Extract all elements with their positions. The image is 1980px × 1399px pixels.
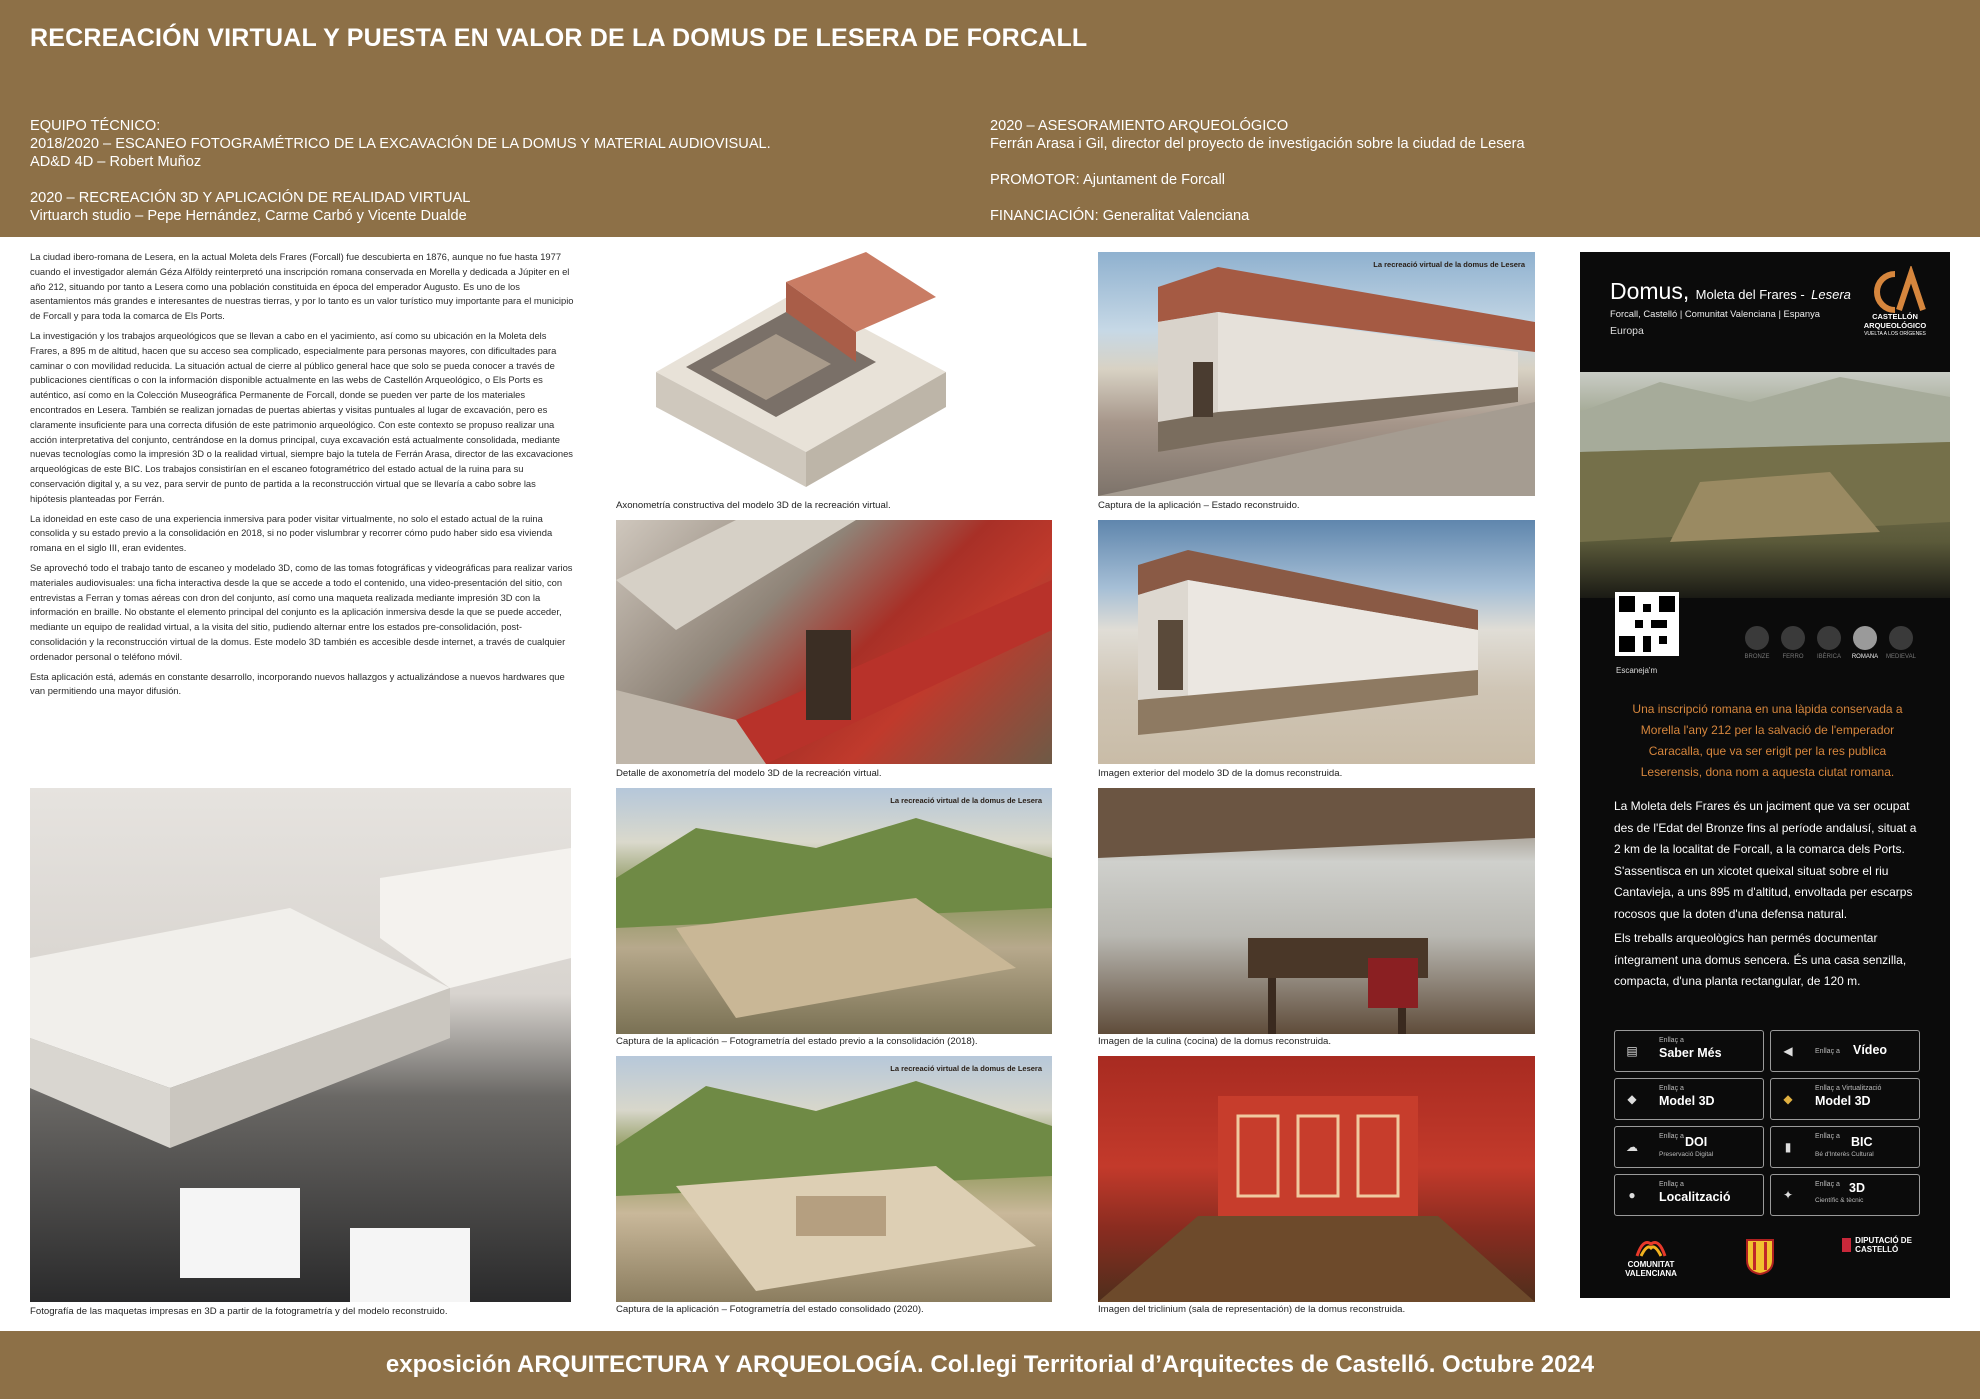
link-subtitle: Bé d'Interès Cultural [1815, 1151, 1874, 1158]
credits-promoter: PROMOTOR: Ajuntament de Forcall [990, 172, 1225, 188]
printed-model-photo [30, 788, 571, 1302]
castle-icon [1889, 626, 1913, 650]
cube-icon: ◆ [1783, 1092, 1793, 1106]
helmet-icon [1781, 626, 1805, 650]
book-icon: ▤ [1626, 1044, 1638, 1058]
logo-cv-text: COMUNITAT VALENCIANA [1625, 1260, 1677, 1278]
printed-model-caption: Fotografía de las maquetas impresas en 3D a partir de la fotogrametría y del modelo reconstruido. [30, 1306, 448, 1317]
axonometry-image [616, 252, 1052, 496]
link-title: DOI [1685, 1135, 1708, 1149]
card-title-main: Domus, [1610, 278, 1690, 304]
exterior-caption: Imagen exterior del modelo 3D de la domus reconstruida. [1098, 768, 1343, 779]
axonometry-caption: Axonometría constructiva del modelo 3D de la recreación virtual. [616, 500, 891, 511]
qr-code[interactable] [1615, 592, 1679, 656]
card-title-city: Lesera [1811, 287, 1851, 302]
aerial-photo [1580, 372, 1950, 598]
paragraph: Se aprovechó todo el trabajo tanto de escaneo y modelado 3D, como de las tomas fotográficas y videográficas para realizar varios materiales audiovisuales: una ficha interactiva desde la que se accede a todo el contenido, una video-presentación del sitio, con entrevistas a Ferran y tomas aéreas con dron del conjunto, así como una maqueta realizada mediante impresión 3D con la información en braille. No obstante el elemento principal del conjunto es la aplicación inmersiva desde la que se puede acceder, mediante un equipo de realidad virtual, a la visita del sitio, pudiendo alternar entre los estados pre-consolidación, post-consolidación y la reconstrucción virtual de la domus. Este modelo 3D también es accesible desde internet, a través de cualquier ordenador personal o teléfono móvil. [30, 561, 573, 662]
link-title: Localització [1659, 1190, 1731, 1204]
link-title: BIC [1851, 1135, 1873, 1149]
app-overlay-label: La recreació virtual de la domus de Lesera [1373, 260, 1525, 269]
card-title [1610, 278, 1851, 305]
link-prefix: Enllaç a [1815, 1048, 1840, 1055]
coin-icon [1817, 626, 1841, 650]
cloud-icon: ☁ [1626, 1140, 1638, 1154]
link-prefix: Enllaç a [1659, 1085, 1684, 1092]
bic-link[interactable] [1770, 1126, 1920, 1168]
credits-advice: 2020 – ASESORAMIENTO ARQUEOLÓGICO Ferrán Arasa i Gil, director del proyecto de investigación sobre la ciudad de Lesera [990, 118, 1525, 152]
header-banner [0, 0, 1980, 237]
period-label: BRONZE [1744, 654, 1770, 660]
inscription-quote: Una inscripció romana en una làpida conservada a Morella l'any 212 per la salvació de l'emperador Caracalla, que va ser erigit per la res publica Leserensis, dona nom a aquesta ciutat romana. [1632, 702, 1903, 779]
link-prefix: Enllaç a [1659, 1181, 1684, 1188]
location-link[interactable] [1614, 1174, 1764, 1216]
triclinium-caption: Imagen del triclinium (sala de representación) de la domus reconstruida. [1098, 1304, 1406, 1315]
period-romana [1848, 626, 1882, 660]
link-title: Vídeo [1853, 1043, 1888, 1057]
period-iberica [1812, 626, 1846, 660]
period-ferro [1776, 626, 1810, 660]
period-label: MEDIEVAL [1886, 654, 1916, 660]
link-prefix: Enllaç a Virtualització [1815, 1085, 1882, 1092]
description-paragraph: Els treballs arqueològics han permés documentar íntegrament una domus sencera. És una casa senzilla, compacta, d'una planta rectangular, de 120 m. [1614, 931, 1907, 988]
link-prefix: Enllaç a [1815, 1133, 1840, 1140]
period-icons [1740, 626, 1940, 666]
link-title: Model 3D [1815, 1094, 1871, 1108]
app-overlay-label: La recreació virtual de la domus de Lesera [890, 796, 1042, 805]
period-label: ROMANA [1851, 654, 1879, 660]
diputacio-emblem-icon [1842, 1238, 1851, 1252]
bookmark-icon: ▮ [1784, 1140, 1792, 1154]
triclinium-image [1098, 1056, 1535, 1302]
axe-icon [1745, 626, 1769, 650]
body-text [30, 250, 574, 704]
exterior-image [1098, 520, 1535, 764]
link-title: Saber Més [1659, 1046, 1722, 1060]
link-title: Model 3D [1659, 1094, 1715, 1108]
scientific-3d-link[interactable] [1770, 1174, 1920, 1216]
link-prefix: Enllaç a [1815, 1181, 1840, 1188]
description-paragraph: La Moleta dels Frares és un jaciment que va ser ocupat des de l'Edat del Bronze fins al període andalusí, situat a 2 km de la localitat de Forcall, a la comarca dels Ports. S'assentisca en un xicotet queixal situat sobre el riu Cantavieja, a uns 895 m d'altitud, envoltada per escarps rocosos que la doten d'una defensa natural. [1614, 799, 1917, 921]
link-prefix: Enllaç a [1659, 1037, 1684, 1044]
credits-left [30, 117, 970, 243]
saber-mes-link[interactable] [1614, 1030, 1764, 1072]
link-prefix: Enllaç a [1659, 1133, 1684, 1140]
video-link[interactable] [1770, 1030, 1920, 1072]
footer-banner [0, 1331, 1980, 1399]
link-subtitle: Científic & tècnic [1815, 1197, 1864, 1204]
comunitat-valenciana-emblem [1633, 1236, 1669, 1258]
card-title-place: Moleta del Frares - [1695, 287, 1805, 302]
logo-name: CASTELLÓN ARQUEOLÓGICO [1863, 312, 1927, 330]
diputacio-castello-logo [1842, 1236, 1922, 1254]
period-bronze [1740, 626, 1774, 660]
app-overlay-label: La recreació virtual de la domus de Lesera [890, 1064, 1042, 1073]
card-region: Europa [1610, 325, 1644, 337]
link-title: 3D [1849, 1181, 1865, 1195]
card-location: Forcall, Castelló | Comunitat Valenciana | Espanya [1610, 308, 1821, 319]
cube-icon: ◆ [1627, 1092, 1637, 1106]
logo-tagline: VUELTA A LOS ORÍGENES [1864, 331, 1926, 337]
page-title: RECREACIÓN VIRTUAL Y PUESTA EN VALOR DE LA DOMUS DE LESERA DE FORCALL [30, 24, 1088, 52]
credits-funding: FINANCIACIÓN: Generalitat Valenciana [990, 208, 1250, 224]
model-3d-link[interactable] [1614, 1078, 1764, 1120]
comunitat-valenciana-logo [1616, 1236, 1686, 1278]
consolidated-caption: Captura de la aplicación – Fotogrametría del estado consolidado (2020). [616, 1304, 924, 1315]
qr-label: Escaneja'm [1616, 666, 1658, 675]
site-description [1614, 796, 1917, 996]
info-card [1580, 252, 1950, 1298]
coin-icon [1853, 626, 1877, 650]
credits-team: EQUIPO TÉCNICO: 2018/2020 – ESCANEO FOTOGRAMÉTRICO DE LA EXCAVACIÓN DE LA DOMUS Y MATERIAL AUDIOVISUAL. AD&D 4D – Robert Muñoz [30, 118, 771, 170]
paragraph: La idoneidad en este caso de una experiencia inmersiva para poder visitar virtualmente, no solo el estado actual de la ruina consolida y su estado previo a la consolidación en 2018, si no poder vislumbrar y recorrer cómo pudo haber sido esa vivienda romana en el siglo III, eran evidentes. [30, 512, 553, 554]
doi-link[interactable] [1614, 1126, 1764, 1168]
pin-icon: ● [1628, 1188, 1636, 1202]
forcall-shield-logo [1740, 1236, 1780, 1278]
play-icon: ◀ [1783, 1044, 1793, 1058]
paragraph: La investigación y los trabajos arqueológicos que se llevan a cabo en el yacimiento, así como su ubicación en la Moleta dels Frares, a 895 m de altitud, hacen que su acceso sea complicado, especialmente para personas mayores, con dificultades para caminar o con movilidad reducida. La situación actual de cierre al público general hace que solo se pueda conocer a través de publicaciones científicas o con la información disponible actualmente en las webs de Castellón Arqueológico, o Els Ports es auténtico, así como en la Colección Museográfica Permanente de Forcall, donde se pueden ver parte de los materiales encontrados en Lesera. También se realizan jornadas de puertas abiertas y visitas puntuales al lugar de excavación, pero es claramente insuficiente para una correcta difusión de este patrimonio arqueológico. Con este contexto se propuso realizar una acción interpretativa del conjunto, centrándose en la domus principal, cuya excavación está actualmente consolidada, mediante nuevas tecnologías como la impresión 3D o la realidad virtual, siempre bajo la tutela de Ferrán Arasa, director de las excavaciones arqueológicas de este BIC. Los trabajos consistirían en el escaneo fotogramétrico del estado actual de la ruina para su conservación digital y, a su vez, para servir de punto de partida a la reconstrucción virtual que se llevaría a cabo sobre las hipótesis planteadas por Ferrán. [30, 329, 573, 504]
pre-consolidation-caption: Captura de la aplicación – Fotogrametría del estado previo a la consolidación (2018). [616, 1036, 978, 1047]
period-medieval [1884, 626, 1918, 660]
reconstructed-exterior-caption: Captura de la aplicación – Estado reconstruido. [1098, 500, 1300, 511]
axonometry-detail-caption: Detalle de axonometría del modelo 3D de la recreación virtual. [616, 768, 882, 779]
logo-dip-text: DIPUTACIÓ DE CASTELLÓ [1855, 1236, 1912, 1254]
pre-consolidation-image [616, 788, 1052, 1034]
kitchen-image [1098, 788, 1535, 1034]
virtualization-model-3d-link[interactable] [1770, 1078, 1920, 1120]
reconstructed-exterior-image [1098, 252, 1535, 496]
logo-text [1845, 312, 1945, 339]
consolidated-image [616, 1056, 1052, 1302]
paragraph: La ciudad ibero-romana de Lesera, en la actual Moleta dels Frares (Forcall) fue descubierta en 1876, aunque no fue hasta 1977 cuando el investigador alemán Géza Alföldy reinterpretó una inscripción romana conservada en Morella y dedicada a Júpiter en el año 212, situando por tanto a Lesera como una población constituida en época del emperador Augusto. Es uno de los asentamientos más grandes e interesantes de nuestras tierras, y por lo tanto es un valor turístico muy importante para el municipio de Forcall y para toda la comarca de Els Ports. [30, 251, 574, 322]
paragraph: Esta aplicación está, además en constante desarrollo, incorporando nuevos hallazgos y actualizándose a nuevos hardwares que van permitiendo una mayor difusión. [30, 670, 565, 697]
gear-icon: ✦ [1782, 1188, 1794, 1202]
credits-right [990, 117, 1950, 243]
link-subtitle: Preservació Digital [1659, 1151, 1714, 1158]
credits-recreation: 2020 – RECREACIÓN 3D Y APLICACIÓN DE REALIDAD VIRTUAL Virtuarch studio – Pepe Hernández, Carme Carbó y Vicente Dualde [30, 190, 471, 224]
period-label: FERRO [1782, 654, 1804, 660]
footer-text: exposición ARQUITECTURA Y ARQUEOLOGÍA. Col.legi Territorial d’Arquitectes de Castelló. Octubre 2024 [385, 1351, 1595, 1378]
axonometry-detail-image [616, 520, 1052, 764]
kitchen-caption: Imagen de la culina (cocina) de la domus reconstruida. [1098, 1036, 1332, 1047]
period-label: IBÈRICA [1816, 654, 1841, 660]
